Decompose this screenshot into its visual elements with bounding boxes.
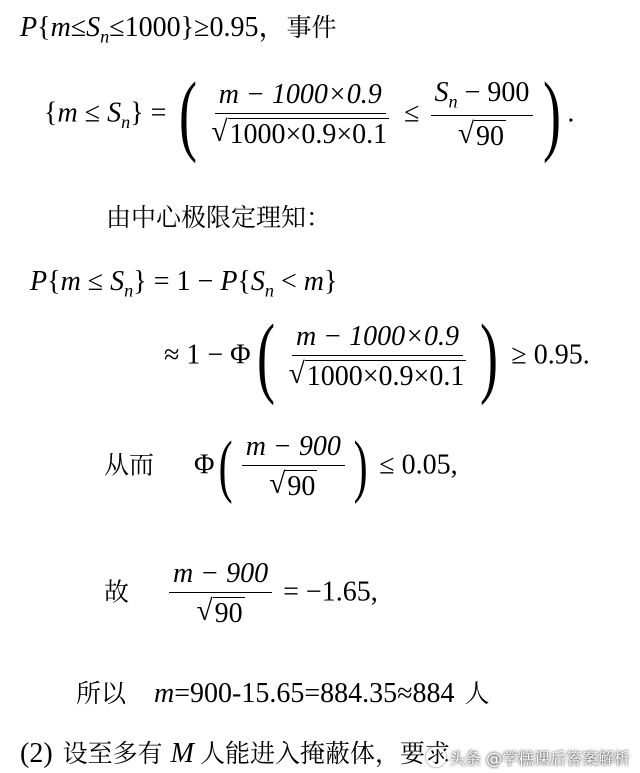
brace: } [180, 12, 195, 43]
watermark-logo-icon [426, 747, 446, 767]
formula-line-4 [30, 268, 337, 300]
symbol-S: S [250, 266, 265, 297]
radicand: 90 [287, 471, 316, 502]
phi-symbol: Φ [194, 449, 215, 481]
symbol-m: m [154, 678, 175, 709]
subscript-n: n [448, 91, 458, 112]
sqrt: √ 90 [269, 468, 316, 502]
bound: ≤ 0.05, [372, 449, 458, 481]
leq: ≤ [80, 266, 111, 297]
leq: ≤ [70, 12, 87, 43]
item-number: (2) [20, 738, 53, 769]
equals: = [143, 97, 174, 129]
subscript-n: n [264, 280, 274, 301]
symbol-S: S [107, 97, 122, 129]
approx-expr: ≈ 1 − Φ [164, 339, 251, 371]
equals-one-minus: = 1 − [146, 266, 221, 297]
numerator: m − 1000×0.9 [215, 81, 386, 114]
num-rest: − 900 [457, 77, 530, 109]
symbol-m: m [60, 266, 81, 297]
bound-text: ≤1000 [109, 12, 181, 43]
symbol-S: S [434, 77, 449, 109]
brace: { [37, 12, 51, 43]
denominator [454, 116, 510, 151]
symbol-S: S [86, 12, 101, 43]
denominator [265, 466, 321, 501]
formula-line-2 [44, 65, 575, 164]
brace: { [47, 266, 61, 297]
left-paren: ( [179, 65, 198, 164]
numerator [431, 79, 534, 116]
formula-line-8 [76, 680, 490, 708]
sqrt: √ 90 [457, 117, 505, 152]
fraction-2 [431, 79, 534, 151]
period: . [567, 97, 575, 129]
numerator: m − 900 [169, 560, 272, 593]
formula-line-7 [104, 560, 378, 628]
fraction-1 [207, 81, 393, 149]
radicand: 1000×0.9×0.1 [306, 361, 465, 392]
formula-line-1 [20, 14, 336, 46]
symbol-m: m [50, 12, 71, 43]
sqrt: √ 1000×0.9×0.1 [288, 358, 465, 392]
radicand: 90 [476, 120, 505, 152]
left-paren: ( [219, 428, 234, 505]
sqrt: √ 90 [196, 595, 243, 629]
radicand: 1000×0.9×0.1 [229, 119, 388, 150]
text-line-3 [106, 205, 331, 230]
radicand: 90 [214, 598, 243, 629]
chinese-text: 所以 [76, 679, 127, 708]
chinese-text: 从而 [104, 450, 155, 480]
chinese-text: 人 [464, 679, 490, 708]
leq: ≤ [397, 97, 427, 129]
brace: { [44, 97, 58, 129]
subscript-n: n [121, 111, 131, 132]
denominator [285, 356, 471, 391]
less-than: < [273, 266, 304, 297]
expression: =900-15.65=884.35≈884 [174, 678, 455, 709]
chinese-text: 事件 [286, 13, 337, 42]
right-paren: ) [353, 428, 368, 505]
bound: ≥ 0.95. [504, 339, 590, 371]
symbol-P: P [20, 12, 38, 43]
symbol-m: m [303, 266, 324, 297]
formula-line-5 [164, 307, 590, 406]
symbol-M: M [170, 738, 194, 769]
watermark [426, 746, 630, 769]
symbol-S: S [110, 266, 125, 297]
symbol-P: P [30, 266, 48, 297]
subscript-n: n [100, 26, 110, 47]
watermark-text: 头条 @学糕课后答案解析 [448, 749, 630, 768]
subscript-n: n [124, 280, 134, 301]
chinese-text: 人能进入掩蔽体，要求 [200, 739, 451, 768]
leq: ≤ [77, 97, 108, 129]
brace: } [324, 266, 338, 297]
formula-line-6 [104, 428, 458, 505]
result: = −1.65, [276, 576, 378, 608]
right-paren: ) [543, 65, 562, 164]
symbol-m: m [57, 97, 78, 129]
symbol-P: P [220, 266, 238, 297]
sqrt: √ 1000×0.9×0.1 [211, 116, 388, 150]
brace: { [237, 266, 251, 297]
right-paren: ) [480, 307, 499, 406]
chinese-text: 故 [104, 577, 130, 607]
formula-line-9 [20, 740, 450, 768]
left-paren: ( [256, 307, 275, 406]
prob-bound: ≥0.95， [194, 12, 287, 43]
denominator [207, 114, 393, 149]
brace: } [133, 266, 147, 297]
fraction [285, 323, 471, 391]
chinese-text: 设至多有 [62, 739, 163, 768]
numerator: m − 900 [242, 433, 345, 466]
numerator: m − 1000×0.9 [292, 323, 463, 356]
chinese-text: 由中心极限定理知： [106, 203, 332, 232]
denominator [193, 593, 249, 628]
brace: } [130, 97, 144, 129]
fraction [242, 433, 345, 501]
fraction [169, 560, 272, 628]
